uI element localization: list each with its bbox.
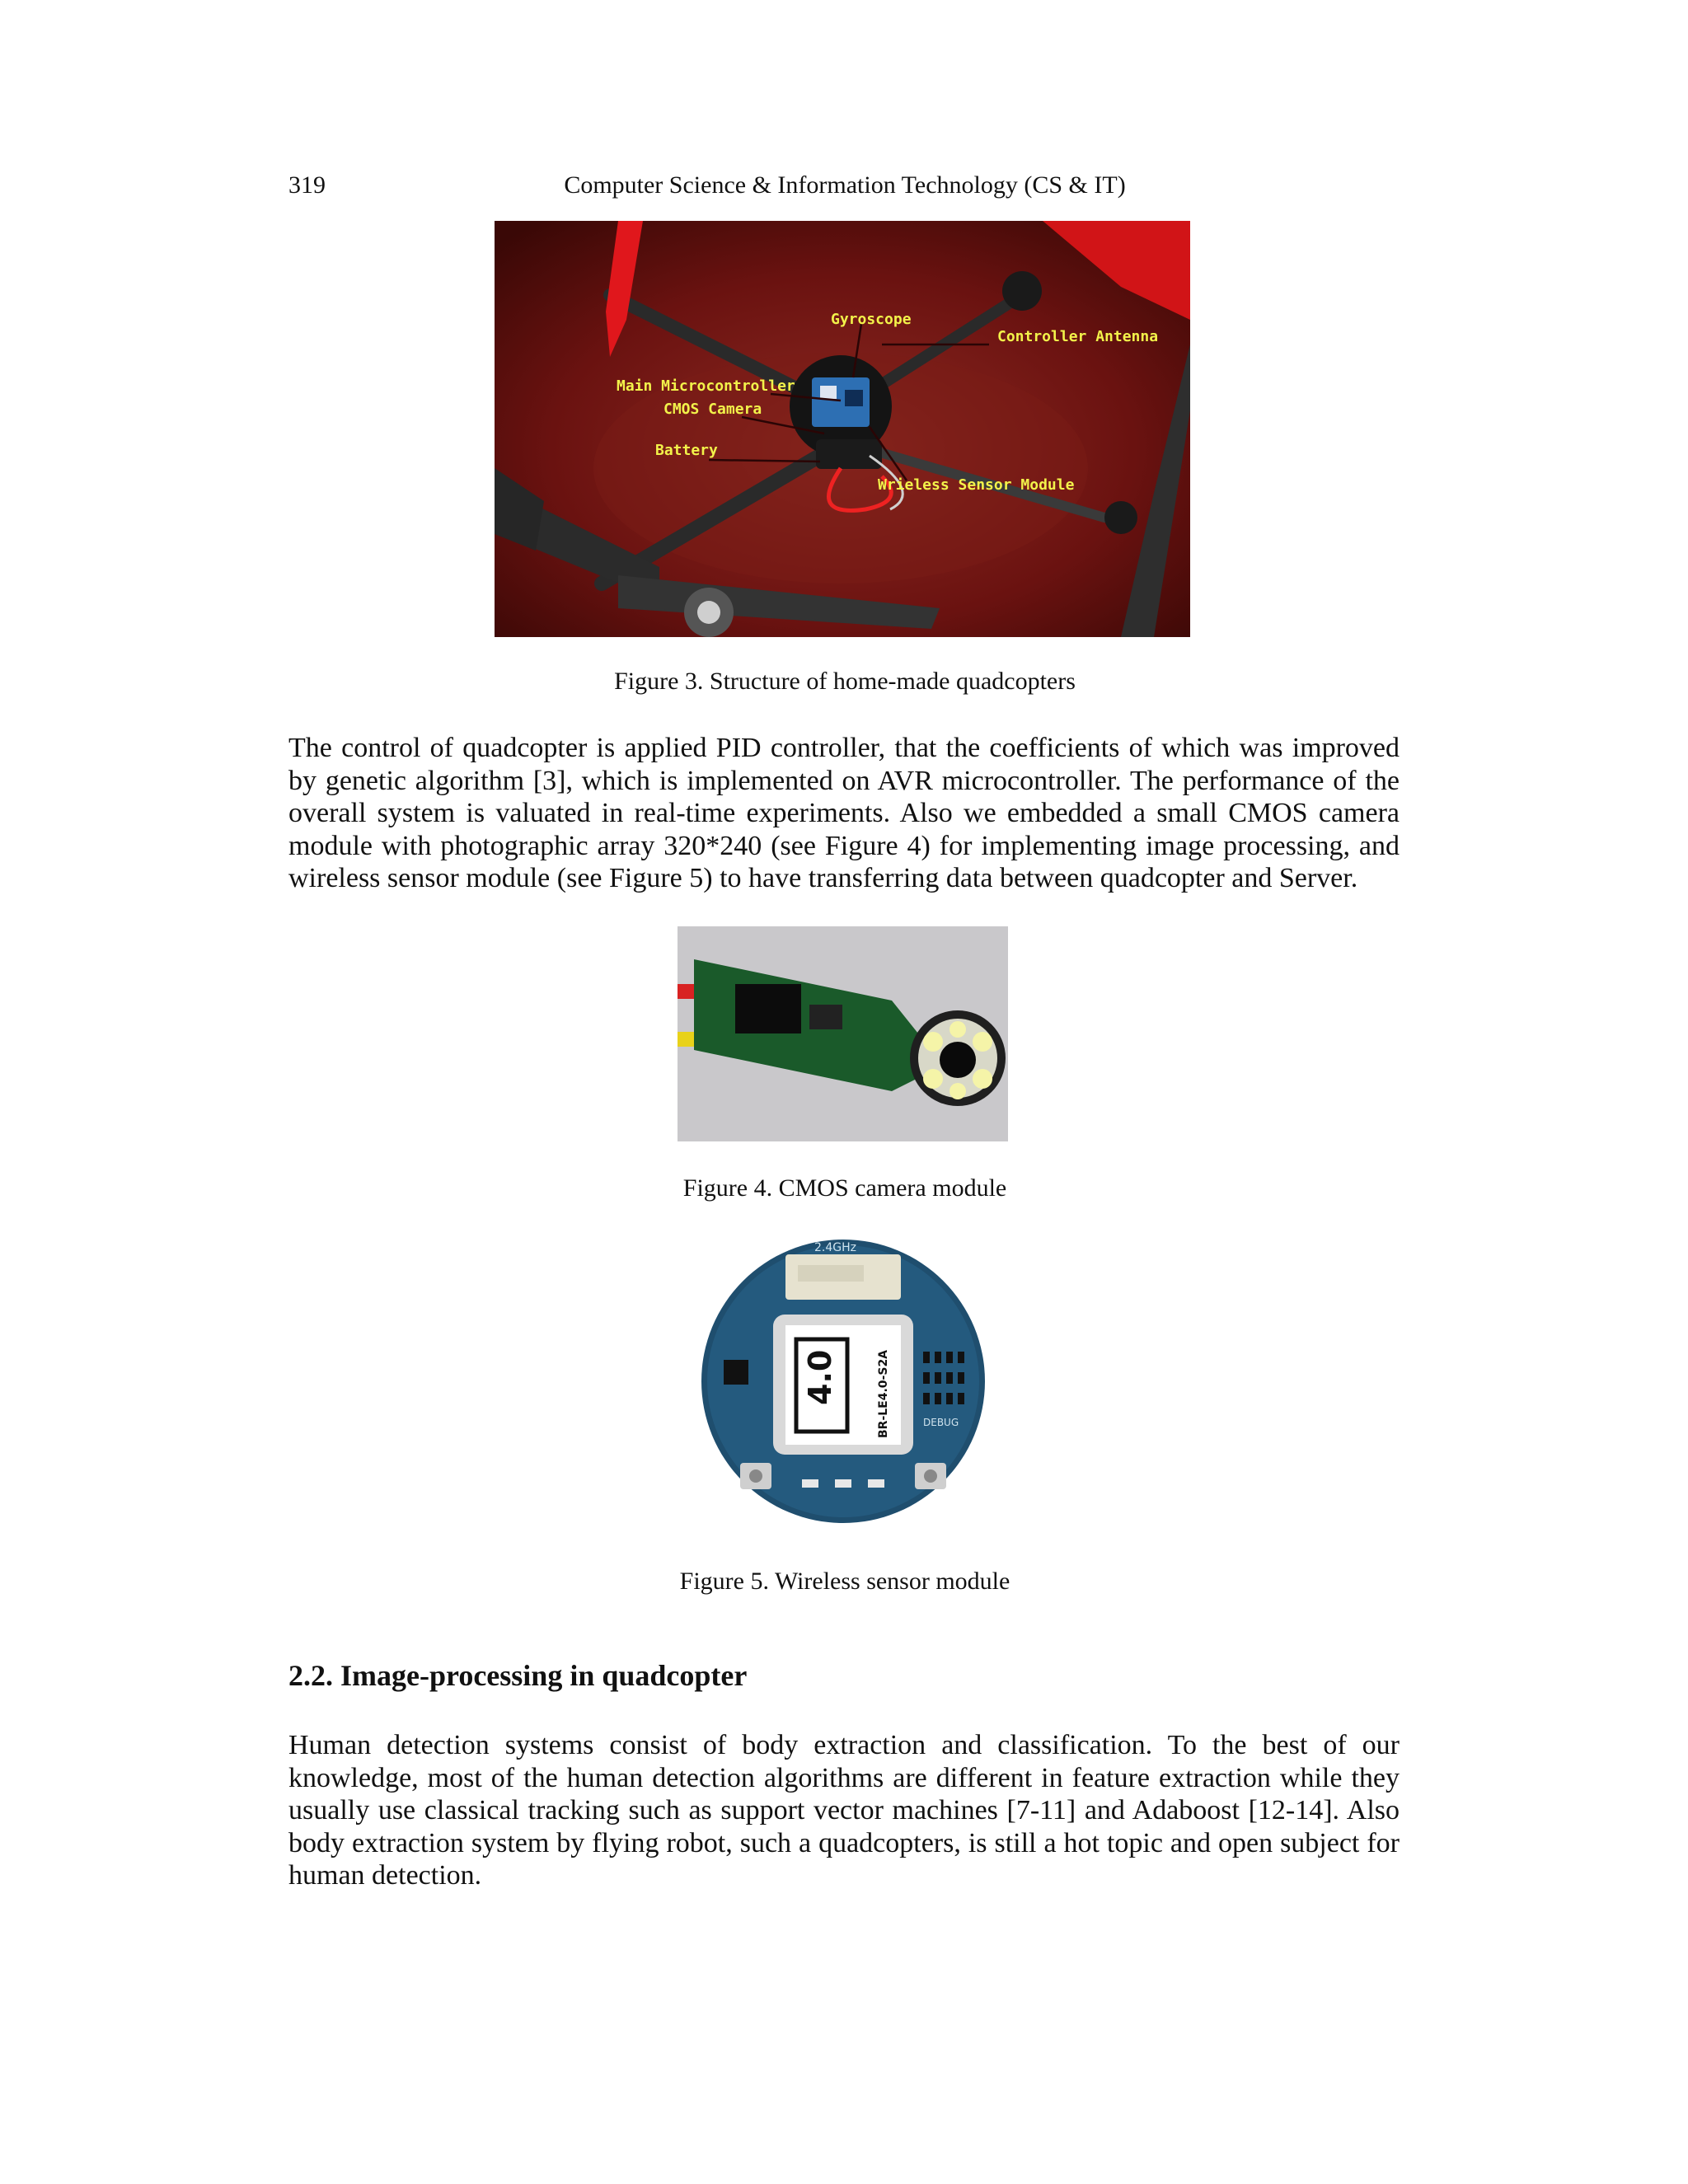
cmos-camera-illustration [678,926,1008,1141]
figure-5-caption: Figure 5. Wireless sensor module [679,1568,1010,1595]
body-paragraph-1: The control of quadcopter is applied PID controller, that the coefficients of which was improved by genetic algorithm [3], which is implemented on AVR microcontroller. The performance of the overall system is valuated in real-time experiments. Also we embedded a small CMOS camera module with photographic array 320*240 (see Figure 4) for implementing image processing, and wireless sensor module (see Figure 5) to have transferring data between quadcopter and Server. [288,733,1400,893]
page-number: 319 [288,171,326,199]
section-heading: 2.2. Image-processing in quadcopter [288,1659,748,1692]
label-battery: Battery [655,442,718,459]
label-wireless-sensor-module: Wrieless Sensor Module [878,476,1075,494]
figure-3-quadcopter-photo [495,221,1190,637]
label-chip-model: BR-LE4.0-S2A [877,1349,890,1438]
quadcopter-illustration [495,221,1190,637]
journal-title: Computer Science & Information Technology (CS & IT) [564,171,1126,199]
figure-3-caption: Figure 3. Structure of home-made quadcopters [614,668,1076,695]
running-header [288,171,1401,204]
label-chip-version: 4.0 [802,1349,838,1405]
figure-5-sensor-photo [699,1236,987,1526]
label-debug: DEBUG [923,1417,959,1428]
label-frequency: 2.4GHz [814,1241,856,1254]
wireless-sensor-illustration [699,1236,987,1526]
label-controller-antenna: Controller Antenna [997,328,1159,345]
label-gyroscope: Gyroscope [831,311,912,328]
label-main-microcontroller: Main Microcontroller [617,377,795,395]
body-paragraph-2: Human detection systems consist of body extraction and classification. To the best of our knowledge, most of the human detection algorithms are different in feature extraction while they usually use classical tracking such as support vector machines [7-11] and Adaboost [12-14]. Also body extraction system by flying robot, such a quadcopters, is still a hot topic and open subject for human detection. [288,1730,1400,1891]
figure-4-caption: Figure 4. CMOS camera module [682,1174,1007,1202]
label-cmos-camera: CMOS Camera [663,401,762,418]
figure-4-camera-photo [678,926,1008,1141]
